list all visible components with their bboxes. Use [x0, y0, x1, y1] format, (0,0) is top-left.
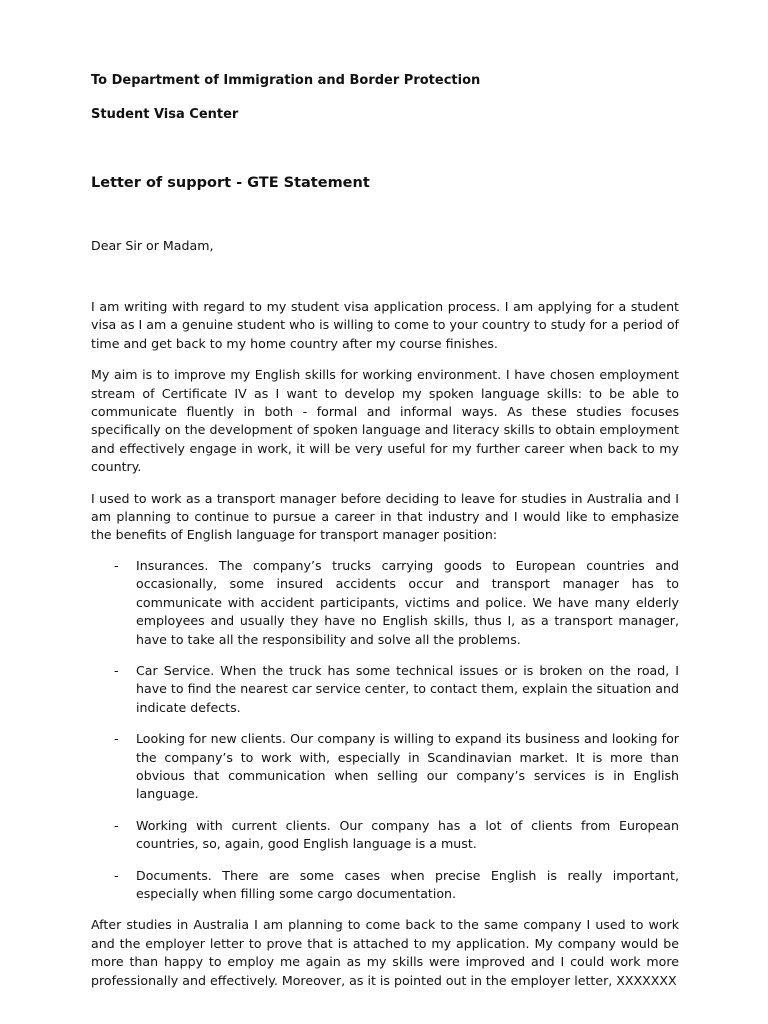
list-item-text: Looking for new clients. Our company is willing to expand its business and looking for the company’s to work with, especially in Scandinavian market. It is more than obvious that communication when selling our company’s services is in English language.	[136, 731, 679, 802]
bullet-dash: -	[114, 557, 119, 573]
recipient-center: Student Visa Center	[91, 107, 239, 122]
paragraph-intro: I am writing with regard to my student visa application process. I am applying for a student visa as I am a genuine student who is willing to come to your country to study for a period of time and get back to my home country after my course finishes.	[91, 299, 679, 351]
list-item	[91, 867, 679, 904]
list-item	[91, 662, 679, 717]
list-item-text: Car Service. When the truck has some technical issues or is broken on the road, I have to find the nearest car service center, to contact them, explain the situation and indicate defects.	[136, 662, 679, 715]
benefits-list	[91, 557, 679, 904]
bullet-dash: -	[114, 867, 119, 883]
list-item-text: Documents. There are some cases when precise English is really important, especially when filling some cargo documentation.	[136, 867, 679, 901]
bullet-dash: -	[114, 731, 119, 747]
list-item	[91, 557, 679, 649]
letter-page	[91, 70, 679, 990]
list-item	[91, 730, 679, 804]
salutation: Dear Sir or Madam,	[91, 238, 214, 253]
list-item-text: Insurances. The company’s trucks carrying goods to European countries and occasionally, some insured accidents occur and transport manager has to communicate with accident participants, victims and police. We have many elderly employees and usually they have no English skills, thus I, as a transport manager, have to take all the responsibility and solve all the problems.	[136, 557, 679, 647]
list-item-text: Working with current clients. Our company has a lot of clients from European countries, so, again, good English language is a must.	[136, 817, 679, 852]
paragraph-closing: After studies in Australia I am planning to come back to the same company I used to work and the employer letter to prove that is attached to my application. My company would be more than happy to employ me again as my skills were improved and I could work more professionally and effectively. Moreover, as it is pointed out in the employer letter, XXXXXXX	[91, 917, 679, 988]
recipient-department: To Department of Immigration and Border Protection	[91, 73, 481, 88]
paragraph-aim: My aim is to improve my English skills for working environment. I have chosen employment stream of Certificate IV as I want to develop my spoken language skills: to be able to communicate fluently in both - formal and informal ways. As these studies focuses specifically on the development of spoken language and literacy skills to obtain employment and effectively engage in work, it will be very useful for my further career when back to my country.	[91, 367, 679, 475]
list-item	[91, 817, 679, 854]
letter-subject: Letter of support - GTE Statement	[91, 175, 370, 191]
bullet-dash: -	[114, 817, 119, 833]
bullet-dash: -	[114, 662, 119, 678]
paragraph-work: I used to work as a transport manager before deciding to leave for studies in Australia and I am planning to continue to pursue a career in that industry and I would like to emphasize the benefits of English language for transport manager position:	[91, 490, 679, 543]
